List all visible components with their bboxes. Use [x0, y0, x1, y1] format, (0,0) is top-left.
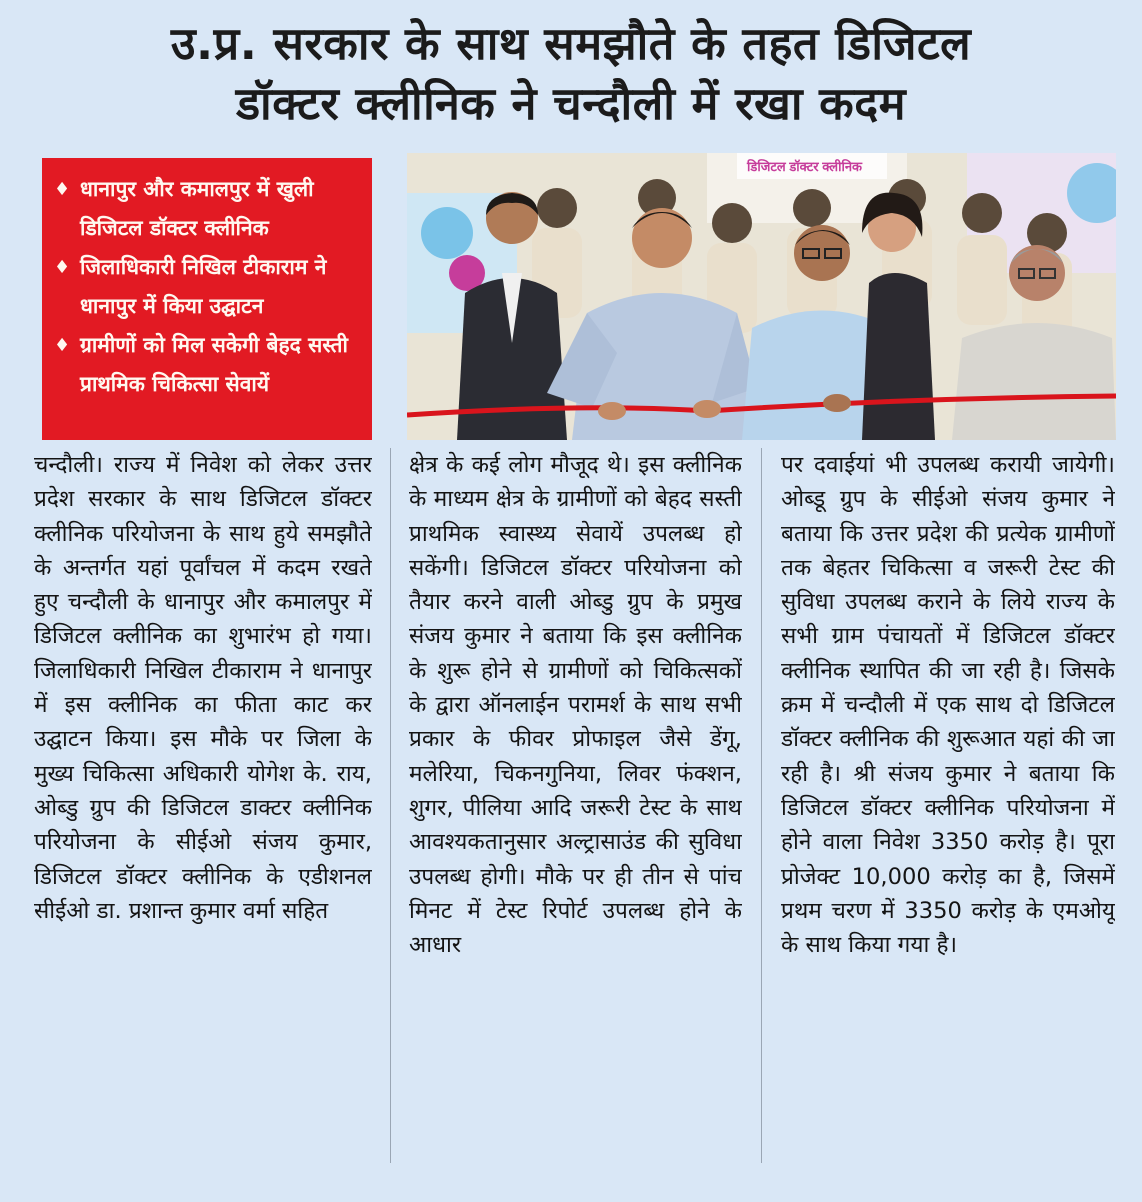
diamond-bullet-icon: ♦ — [54, 179, 71, 200]
column-divider — [390, 448, 391, 1163]
article-column-2: क्षेत्र के कई लोग मौजूद थे। इस क्लीनिक के माध्यम क्षेत्र के ग्रामीणों को बेहद सस्ती प्राथमिक स्वास्थ्य सेवायें उपलब्ध हो सकेंगी। डिजिटल डॉक्टर परियोजना को तैयार करने वाली ओब्डु ग्रुप के प्रमुख संजय कुमार ने बताया कि इस क्लीनिक के शुरू होने से ग्रामीणों को चिकित्सकों के द्वारा ऑनलाईन परामर्श के साथ सभी प्रकार के फीवर प्रोफाइल जैसे डेंगू, मलेरिया, चिकनगुनिया, लिवर फंक्शन, शुगर, पीलिया आदि जरूरी टेस्ट के साथ आवश्यकतानुसार अल्ट्रासाउंड की सुविधा उपलब्ध होगी। मौके पर ही तीन से पांच मिनट में टेस्ट रिपोर्ट उपलब्ध होने के आधार — [409, 452, 742, 959]
diamond-bullet-icon: ♦ — [54, 257, 71, 278]
highlights-box — [42, 158, 372, 440]
headline — [0, 14, 1142, 134]
article-column-3: पर दवाईयां भी उपलब्ध करायी जायेगी। ओब्डू ग्रुप के सीईओ संजय कुमार ने बताया कि उत्तर प्रदेश की प्रत्येक ग्रामीणों तक बेहतर चिकित्सा व जरूरी टेस्ट की सुविधा उपलब्ध कराने के लिये राज्य के सभी ग्राम पंचायतों में डिजिटल डॉक्टर क्लीनिक स्थापित की जा रही है। जिसके क्रम में चन्दौली में एक साथ दो डिजिटल डॉक्टर क्लीनिक की शुरूआत यहां की जा रही है। श्री संजय कुमार ने बताया कि डिजिटल डॉक्टर क्लीनिक परियोजना में होने वाला निवेश 3350 करोड़ है। पूरा प्रोजेक्ट 10,000 करोड़ का है, जिसमें प्रथम चरण में 3350 करोड़ के एमओयू के साथ किया गया है। — [781, 452, 1115, 959]
photo-illustration — [407, 153, 1116, 440]
news-photo — [407, 153, 1116, 440]
article-column-1: चन्दौली। राज्य में निवेश को लेकर उत्तर प्रदेश सरकार के साथ डिजिटल डॉक्टर क्लीनिक परियोजना के साथ हुये समझौते के अन्तर्गत यहां पूर्वांचल में कदम रखते हुए चन्दौली के धानापुर और कमालपुर में डिजिटल क्लीनिक का शुभारंभ हो गया। जिलाधिकारी निखिल टीकाराम ने धानापुर में इस क्लीनिक का फीता काट कर उद्घाटन किया। इस मौके पर जिला के मुख्य चिकित्सा अधिकारी योगेश के. राय, ओब्डु ग्रुप की डिजिटल डाक्टर क्लीनिक परियोजना के सीईओ संजय कुमार, डिजिटल डॉक्टर क्लीनिक के एडीशनल सीईओ डा. प्रशान्त कुमार वर्मा सहित — [34, 452, 372, 924]
highlight-text: धानापुर और कमालपुर में खुली डिजिटल डॉक्टर क्लीनिक — [80, 177, 314, 240]
highlight-item — [54, 248, 358, 326]
column-divider — [761, 448, 762, 1163]
highlight-text: जिलाधिकारी निखिल टीकाराम ने धानापुर में किया उद्घाटन — [80, 255, 327, 318]
highlight-item — [54, 170, 358, 248]
highlight-item — [54, 326, 358, 404]
photo-banner-text: डिजिटल डॉक्टर क्लीनिक — [747, 159, 863, 174]
highlight-text: ग्रामीणों को मिल सकेगी बेहद सस्ती प्राथमिक चिकित्सा सेवायें — [80, 333, 348, 396]
headline-line-2: डॉक्टर क्लीनिक ने चन्दौली में रखा कदम — [235, 77, 907, 130]
diamond-bullet-icon: ♦ — [54, 335, 71, 356]
headline-line-1: उ.प्र. सरकार के साथ समझौते के तहत डिजिटल — [170, 17, 972, 70]
